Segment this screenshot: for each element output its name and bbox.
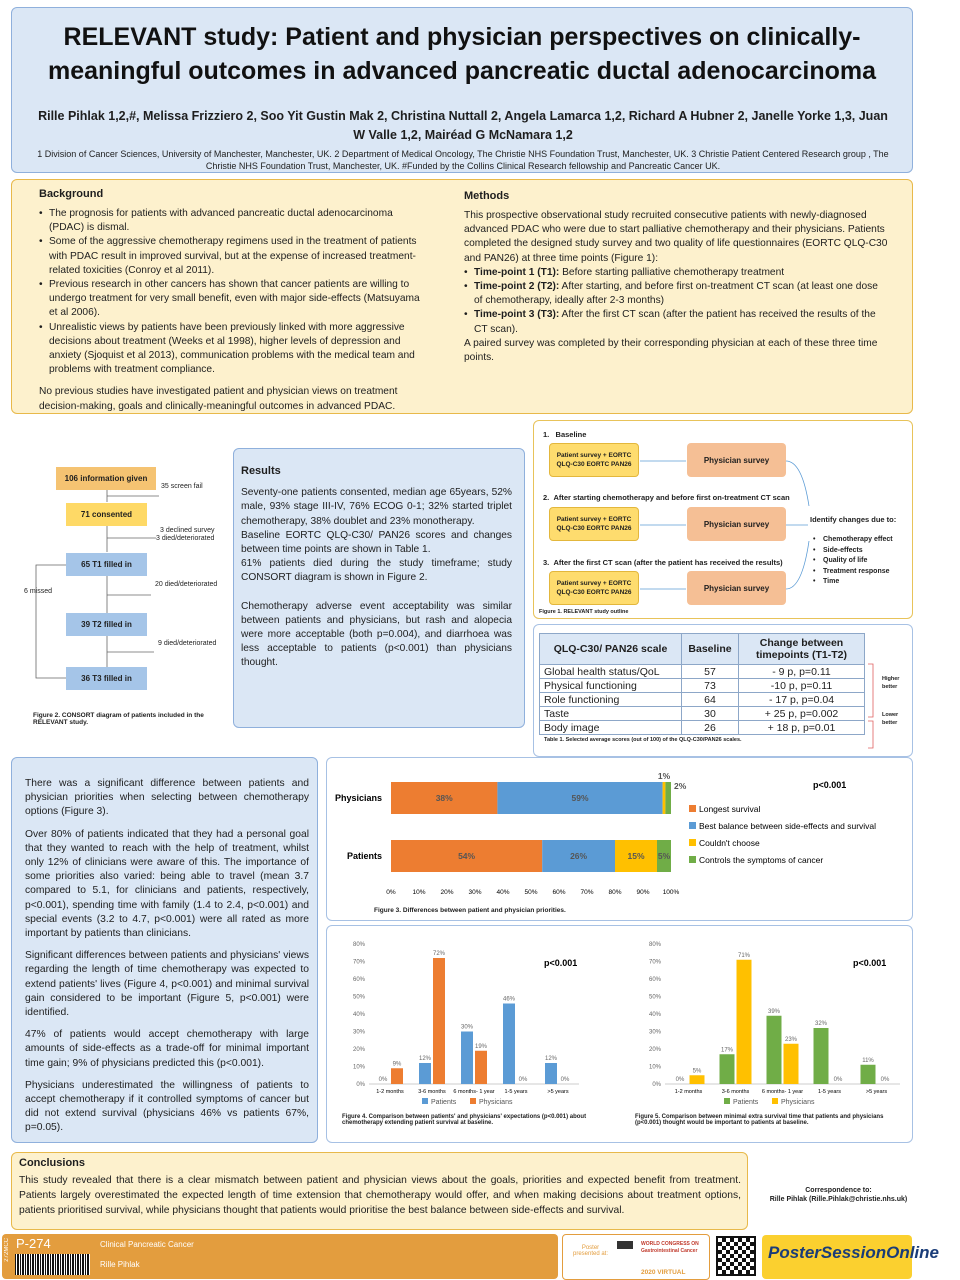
figure-1-caption: Figure 1. RELEVANT study outline: [539, 609, 629, 615]
data-label: 17%: [720, 1047, 734, 1054]
legend-swatch: [724, 1098, 730, 1104]
bar: [461, 1032, 473, 1085]
timepoint-list: [464, 266, 889, 337]
bar: [767, 1016, 782, 1084]
x-tick-label: 60%: [552, 889, 566, 896]
lower-better-label: Lower better: [882, 712, 899, 726]
data-label: 38%: [435, 793, 453, 803]
legend-label: Couldn't choose: [699, 838, 760, 848]
list-item: • Chemotherapy effect: [813, 535, 893, 546]
consort-missed-label: 6 missed: [24, 588, 53, 595]
list-item: • Previous research in other cancers has shown that cancer patients are willing to undergo treatment for very small benefit, even with major side-effects (Matsuyama et al 2006).: [39, 278, 424, 321]
discussion-paragraph: Over 80% of patients indicated that they had a personal goal that they wanted to reach with the help of treatment, whilst only 12% of clinicians were aware of this. The importance of some priorities also varied: being able to travel (mean 3.7 compared to 5.1, for clinicians and patients, respectively, p<0.001), spending time with family (1.4 to 2.4, p<0.001) and special events (3.2 to 4.7, p<0.001) were all rated as more important by patients than clinicians.: [25, 828, 309, 940]
consort-exit-label: 3 died/deteriorated: [156, 535, 215, 542]
y-tick-label: 30%: [352, 1029, 365, 1036]
bar: [720, 1054, 735, 1084]
table-header-row: [540, 634, 865, 665]
bar: [503, 1004, 515, 1085]
identify-list: [813, 535, 893, 588]
legend-label: Patients: [733, 1099, 759, 1106]
data-label: 5%: [692, 1068, 702, 1075]
barcode-icon: [15, 1254, 90, 1275]
footer: [0, 1234, 960, 1280]
methods-closing: A paired survey was completed by their corresponding physician at each of these three time points.: [464, 337, 878, 364]
affiliations: 1 Division of Cancer Sciences, University of Manchester, Manchester, UK. 2 Department of Medical Oncology, The Christie NHS Foundation Trust, Manchester, UK. 3 Christie Patient Centered Research group , The Christie NHS Foundation Trust, Manchester, UK. #Funded by the Collins Clinical Research fellowship and Pancreatic Cancer UK.: [37, 149, 889, 171]
category-label: Physicians: [334, 793, 382, 803]
consort-exit-label: 20 died/deteriorated: [155, 581, 218, 588]
results-paragraph: Baseline EORTC QLQ-C30/ PAN26 scores and changes between time points are shown in Table 1.: [241, 529, 512, 556]
data-label: 5%: [657, 851, 671, 861]
data-label: 0%: [833, 1077, 843, 1083]
bar: [814, 1028, 829, 1084]
minimal-survival-chart: [619, 926, 909, 1106]
methods-heading: Methods: [464, 190, 510, 202]
physician-survey-box: Physician survey: [687, 507, 786, 541]
data-label: 15%: [627, 851, 645, 861]
x-tick-label: 90%: [636, 889, 650, 896]
outline-step-1: Baseline: [555, 430, 587, 439]
outline-step-2: After starting chemotherapy and before first on-treatment CT scan: [553, 493, 790, 502]
conclusions-panel: [11, 1152, 748, 1230]
table-row: Body image 26 + 18 p, p=0.01: [540, 721, 865, 735]
priorities-chart: [327, 758, 912, 906]
figures-4-5-panel: [326, 925, 913, 1143]
x-tick-label: 3-6 months: [418, 1089, 446, 1095]
y-tick-label: 10%: [648, 1064, 661, 1071]
bar: [545, 1063, 557, 1084]
patient-survey-box: Patient survey + EORTC QLQ-C30 EORTC PAN26: [549, 443, 639, 477]
x-tick-label: >5 years: [547, 1089, 569, 1095]
list-item: • The prognosis for patients with advanced pancreatic ductal adenocarcinoma (PDAC) is dismal.: [39, 207, 424, 235]
data-label: 19%: [474, 1043, 488, 1050]
table-panel: [533, 624, 913, 757]
bar: [419, 1063, 431, 1084]
x-tick-label: 40%: [496, 889, 510, 896]
legend-label: Longest survival: [699, 804, 761, 814]
x-tick-label: 1-2 months: [376, 1089, 404, 1095]
bar: [861, 1065, 876, 1084]
figure-5-caption: Figure 5. Comparison between minimal extra survival time that patients and physicians (p<0.001) thought would be important to patients at baseline.: [635, 1114, 884, 1126]
consort-exit-label: 35 screen fail: [161, 483, 203, 490]
intro-panel: [11, 179, 913, 414]
higher-better-label: Higher better: [882, 676, 900, 690]
list-item: • Time-point 3 (T3): After the first CT scan (after the patient has received the results of the CT scan).: [464, 308, 889, 336]
consort-diagram: [11, 420, 226, 740]
y-tick-label: 60%: [352, 977, 365, 983]
data-label: 54%: [458, 851, 476, 861]
data-label: 32%: [814, 1021, 828, 1027]
table-row: Physical functioning 73 -10 p, p=0.11: [540, 679, 865, 693]
data-label: 0%: [518, 1077, 528, 1083]
data-label: 59%: [571, 793, 589, 803]
legend-swatch: [689, 805, 696, 812]
list-item: • Side-effects: [813, 546, 893, 557]
x-tick-label: 100%: [662, 889, 680, 896]
header-panel: [11, 7, 913, 173]
figure-3-caption: Figure 3. Differences between patient and physician priorities.: [374, 907, 566, 914]
x-tick-label: 80%: [608, 889, 622, 896]
legend-swatch: [689, 822, 696, 829]
background-bullets: [39, 207, 424, 377]
x-tick-label: 3-6 months: [721, 1089, 750, 1095]
poster-title: RELEVANT study: Patient and physician perspectives on clinically-meaningful outcomes in advanced pancreatic ductal adenocarcinoma: [47, 23, 876, 85]
discussion-paragraph: Significant differences between patients and physicians' views regarding the length of time chemotherapy was expected to extend patients' lives (Figure 4, p<0.001) and minimal survival gain considered to be important (Figure 5, p<0.001) were identified.: [25, 950, 309, 1019]
bar: [690, 1075, 705, 1084]
data-label: 0%: [560, 1077, 570, 1083]
list-item: • Quality of life: [813, 556, 893, 567]
table-1-caption: Table 1. Selected average scores (out of 100) of the QLQ-C30/PAN26 scales.: [544, 737, 742, 743]
bar: [475, 1051, 487, 1084]
x-tick-label: 70%: [580, 889, 594, 896]
correspondence-contact: Rille Pihlak (Rille.Pihlak@christie.nhs.uk): [769, 1196, 908, 1203]
data-label: 71%: [737, 952, 751, 959]
y-tick-label: 40%: [352, 1012, 365, 1018]
patient-survey-box: Patient survey + EORTC QLQ-C30 EORTC PAN26: [549, 507, 639, 541]
column-header: QLQ-C30/ PAN26 scale: [540, 634, 682, 665]
qol-table: [539, 633, 865, 735]
scale-brackets: [868, 663, 880, 749]
poster-id: P-274: [16, 1236, 51, 1251]
consort-box-information: 106 information given: [56, 467, 156, 490]
figure-2-caption: Figure 2. CONSORT diagram of patients included in the RELEVANT study.: [33, 712, 204, 726]
results-paragraph: Chemotherapy adverse event acceptability was similar between patients and physicians, but rash and alopecia were more acceptable (both p=0.004), and diarrhoea was less acceptable to patients (p<0.001) than physicians thought.: [241, 600, 512, 669]
side-code: 272MCC: [4, 1238, 10, 1262]
y-tick-label: 70%: [648, 959, 661, 966]
congress-name: WORLD CONGRESS ON Gastrointestinal Cancer: [641, 1241, 699, 1254]
y-tick-label: 40%: [648, 1012, 661, 1018]
x-tick-label: 1-5 years: [818, 1089, 841, 1095]
list-item: • Time-point 2 (T2): After starting, and before first on-treatment CT scan (at least one dose of chemotherapy, ideally after 2-3 months): [464, 280, 889, 308]
methods-intro: This prospective observational study recruited consecutive patients with newly-diagnosed advanced PDAC who were due to start palliative chemotherapy and their physicians. Patients completed the designed study survey and two quality of life questionnaires (EORTC QLQ-C30 and PAN26) at three time points (Figure 1):: [464, 210, 888, 264]
table-row: Role functioning 64 - 17 p, p=0.04: [540, 693, 865, 707]
data-label: 0%: [675, 1077, 685, 1083]
y-tick-label: 20%: [352, 1047, 365, 1053]
legend-swatch: [772, 1098, 778, 1104]
methods-section: [464, 190, 889, 365]
outline-step-3: After the first CT scan (after the patient has received the results): [553, 558, 783, 567]
legend-swatch: [422, 1098, 428, 1104]
survival-expectation-chart: [327, 926, 607, 1106]
footer-category: Clinical Pancreatic Cancer: [100, 1240, 194, 1249]
x-tick-label: 1-5 years: [504, 1089, 528, 1095]
data-label: 9%: [392, 1061, 402, 1068]
discussion-paragraph: 47% of patients would accept chemotherapy with large amounts of side-effects as a trade-off for minimal important time gain; 9% of physicians predicted this (p<0.001).: [25, 1029, 309, 1069]
correspondence: [756, 1186, 921, 1204]
patient-survey-box: Patient survey + EORTC QLQ-C30 EORTC PAN26: [549, 571, 639, 605]
y-tick-label: 0%: [356, 1082, 365, 1088]
identify-title: Identify changes due to:: [810, 515, 897, 524]
data-label: 46%: [502, 996, 516, 1003]
data-label: 72%: [432, 951, 446, 957]
background-closing: No previous studies have investigated patient and physician views on treatment decision-making, goals and clinically-meaningful outcomes in advanced PDAC.: [39, 386, 398, 412]
column-header: Change between timepoints (T1-T2): [739, 634, 865, 665]
bar: [391, 1068, 403, 1084]
esmo-logo-icon: [617, 1241, 633, 1249]
brand-logo: PosterSessionOnline.com: [762, 1235, 912, 1279]
consort-exit-label: 9 died/deteriorated: [158, 640, 217, 647]
presented-at: Poster presented at:: [572, 1245, 609, 1257]
list-item: • Treatment response: [813, 567, 893, 578]
bar: [784, 1044, 799, 1084]
x-tick-label: 10%: [412, 889, 426, 896]
data-label: 11%: [862, 1057, 874, 1064]
congress-year: 2020 VIRTUAL: [641, 1269, 686, 1276]
x-tick-label: 1-2 months: [674, 1089, 703, 1095]
bar: [433, 958, 445, 1084]
background-section: [39, 188, 424, 414]
x-tick-label: 50%: [524, 889, 538, 896]
list-item: • Time-point 1 (T1): Before starting palliative chemotherapy treatment: [464, 266, 889, 280]
data-label: 1%: [657, 771, 671, 781]
bar-segment: [665, 782, 671, 814]
data-label: 23%: [784, 1036, 798, 1043]
conclusions-heading: Conclusions: [19, 1157, 86, 1169]
legend-label: Physicians: [479, 1099, 513, 1106]
y-tick-label: 80%: [352, 942, 365, 948]
step-number: 1.: [543, 430, 550, 439]
legend-swatch: [689, 856, 696, 863]
y-tick-label: 0%: [652, 1082, 661, 1088]
consort-box-consented: 71 consented: [66, 503, 147, 526]
data-label: 12%: [418, 1056, 432, 1062]
list-item: • Unrealistic views by patients have been previously linked with more aggressive decisions about treatment (Weeks et al 1998), higher levels of depression and anxiety (Sjoquist et al 2013), communication problems with the medical team and problems with treatment compliance.: [39, 321, 424, 378]
p-value-annotation: p<0.001: [544, 958, 578, 968]
step-number: 2.: [543, 493, 550, 502]
table-row: Global health status/QoL 57 - 9 p, p=0.11: [540, 665, 865, 679]
x-tick-label: >5 years: [865, 1089, 888, 1095]
consort-exit-label: 3 declined survey: [160, 527, 215, 534]
footer-author: Rille Pihlak: [100, 1260, 140, 1269]
y-tick-label: 80%: [648, 942, 661, 948]
data-label: 26%: [570, 851, 588, 861]
legend-swatch: [470, 1098, 476, 1104]
y-tick-label: 50%: [352, 994, 365, 1001]
data-label: 2%: [674, 781, 687, 791]
y-tick-label: 30%: [648, 1029, 661, 1036]
p-value-annotation: p<0.001: [853, 958, 887, 968]
legend-label: Patients: [431, 1099, 457, 1106]
discussion-paragraph: There was a significant difference between patients and physician priorities when selecting between chemotherapy options (Figure 3).: [25, 778, 309, 818]
legend-label: Best balance between side-effects and survival: [699, 821, 877, 831]
consort-box-t1: 65 T1 filled in: [66, 553, 147, 576]
step-number: 3.: [543, 558, 550, 567]
x-tick-label: 6 months- 1 year: [453, 1089, 495, 1095]
results-heading: Results: [241, 465, 281, 477]
list-item: • Some of the aggressive chemotherapy regimens used in the treatment of patients with PDAC result in improved survival, but at the expense of increased treatment-related toxicities (Conroy et al 2011).: [39, 235, 424, 278]
congress-badge: [562, 1234, 710, 1280]
author-list: Rille Pihlak 1,2,#, Melissa Frizziero 2, Soo Yit Gustin Mak 2, Christina Nuttall 2, Angela Lamarca 1,2, Richard A Hubner 2, Janelle Yorke 1,3, Juan W Valle 1,2, Mairéad G McNamara 1,2: [38, 109, 888, 142]
results-panel: [233, 448, 525, 728]
y-tick-label: 10%: [352, 1064, 365, 1071]
bar-segment: [663, 782, 666, 814]
consort-box-t3: 36 T3 filled in: [66, 667, 147, 690]
results-paragraph: Seventy-one patients consented, median age 65years, 52% male, 93% stage III-IV, 76% ECOG 0-1; 32% started triplet chemotherapy, 38% doublet and 23% monotherapy.: [241, 487, 512, 527]
y-tick-label: 60%: [648, 977, 661, 983]
x-tick-label: 6 months- 1 year: [761, 1089, 804, 1095]
y-tick-label: 50%: [648, 994, 661, 1001]
x-tick-label: 30%: [468, 889, 482, 896]
category-label: Patients: [346, 851, 382, 861]
data-label: 39%: [767, 1008, 781, 1015]
list-item: • Time: [813, 577, 893, 588]
legend-label: Physicians: [781, 1099, 815, 1106]
data-label: 30%: [460, 1024, 474, 1031]
results-paragraph: 61% patients died during the study timeframe; study CONSORT diagram is shown in Figure 2.: [241, 558, 512, 584]
figure-3-panel: [326, 757, 913, 921]
discussion-panel: [11, 757, 318, 1143]
qr-code-icon: [716, 1236, 756, 1276]
x-tick-label: 0%: [386, 889, 396, 896]
study-outline-figure: [533, 420, 913, 619]
legend-swatch: [689, 839, 696, 846]
x-tick-label: 20%: [440, 889, 454, 896]
data-label: 0%: [880, 1077, 890, 1083]
consort-box-t2: 39 T2 filled in: [66, 613, 147, 636]
p-value-annotation: p<0.001: [813, 780, 847, 790]
physician-survey-box: Physician survey: [687, 571, 786, 605]
discussion-paragraph: Physicians underestimated the willingness of patients to accept chemotherapy if it controlled symptoms of cancer but did not extend survival (physicians 46% vs patients 67%, p=0.05).: [25, 1079, 309, 1134]
data-label: 12%: [544, 1056, 558, 1062]
bar: [737, 960, 752, 1084]
table-row: Taste 30 + 25 p, p=0.002: [540, 707, 865, 721]
physician-survey-box: Physician survey: [687, 443, 786, 477]
column-header: Baseline: [682, 634, 739, 665]
figure-4-caption: Figure 4. Comparison between patients' and physicians' expectations (p<0.001) about chemotherapy extending patient survival at baseline.: [342, 1114, 587, 1126]
background-heading: Background: [39, 188, 104, 200]
y-tick-label: 70%: [352, 959, 365, 966]
y-tick-label: 20%: [648, 1047, 661, 1053]
legend-label: Controls the symptoms of cancer: [699, 855, 824, 865]
correspondence-label: Correspondence to:: [805, 1187, 872, 1194]
conclusions-text: This study revealed that there is a clear mismatch between patient and physician views about the goals, priorities and expected benefit from treatment. Patients largely overestimated the expected length of time extension that chemotherapy would offer, and when making decisions about treatment options, patients prioritised survival, while physicians thought that patients would prioritise the best balance between side-effects and survival.: [19, 1175, 741, 1217]
data-label: 0%: [378, 1077, 388, 1083]
